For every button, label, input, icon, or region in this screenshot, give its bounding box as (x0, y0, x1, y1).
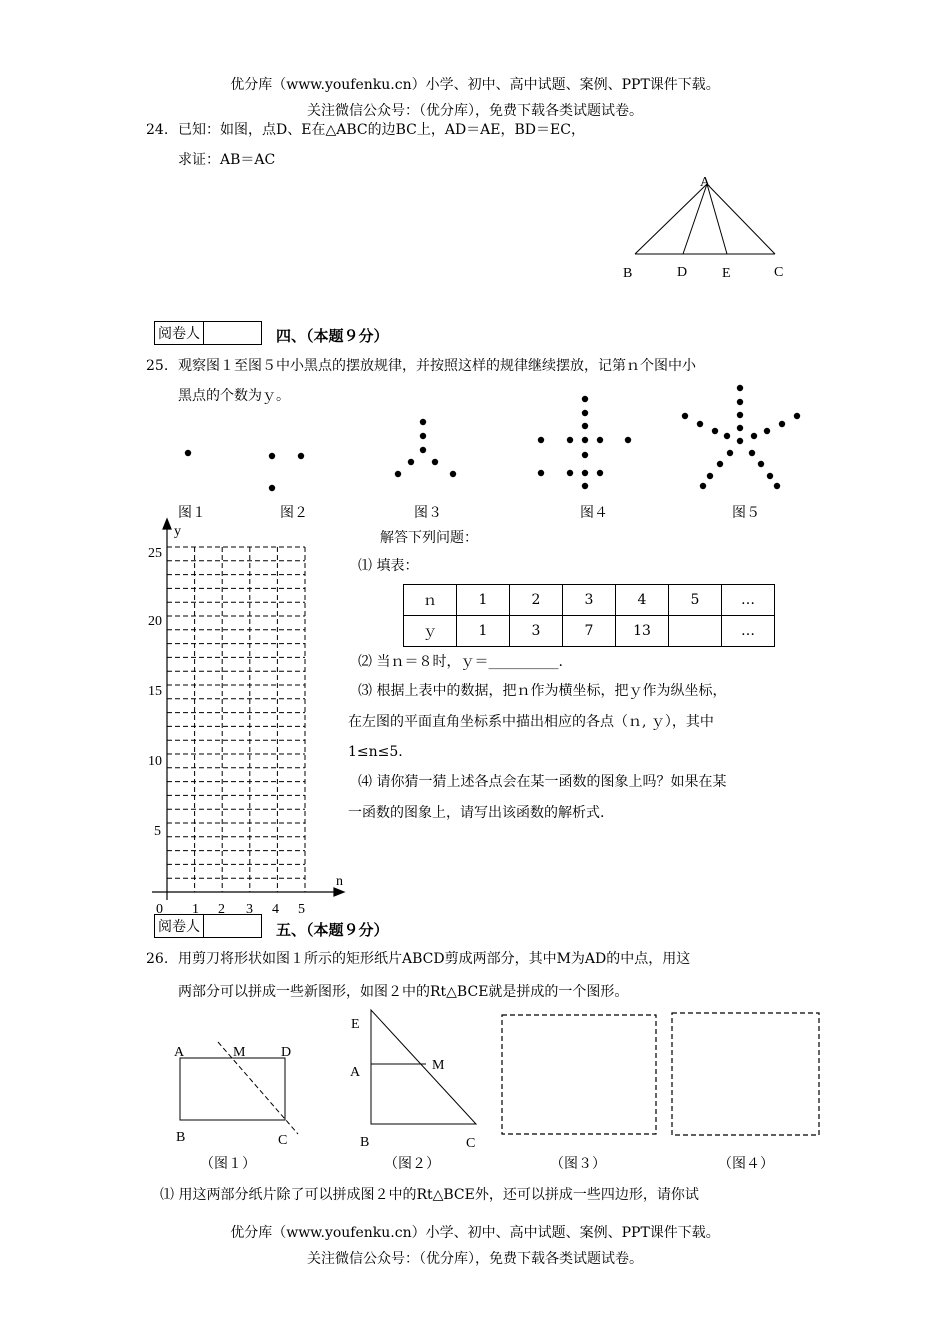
x-tick-1: 1 (192, 902, 199, 917)
cell-y-1: 1 (457, 616, 510, 647)
cell-y-4: 13 (616, 616, 669, 647)
q26-number: 26. (146, 951, 169, 967)
page-header-line1: 优分库（www.youfenku.cn）小学、初中、高中试题、案例、PPT课件下载。 (230, 77, 720, 93)
y-tick-5: 5 (154, 824, 161, 839)
cell-y-2: 3 (510, 616, 563, 647)
q26-part1: ⑴ 用这两部分纸片除了可以拼成图２中的Rt△BCE外，还可以拼成一些四边形，请你试 (160, 1187, 699, 1203)
q25-part1: ⑴ 填表： (358, 558, 419, 574)
cell-n-3: 3 (563, 585, 616, 616)
page-header-line2: 关注微信公众号：（优分库），免费下载各类试题试卷。 (307, 103, 643, 119)
page-footer-line2: 关注微信公众号：（优分库），免费下载各类试题试卷。 (307, 1251, 643, 1267)
q25-fill-table (403, 584, 775, 647)
q26-text-line2: 两部分可以拼成一些新图形，如图２中的Rt△BCE就是拼成的一个图形。 (178, 984, 629, 1000)
q25-part3-line3: 1≤n≤5. (348, 744, 403, 760)
q25-part4-line2: 一函数的图象上，请写出该函数的解析式. (348, 805, 605, 821)
fig1-label: 图１ (178, 505, 206, 521)
q24-prove: 求证：AB＝AC (178, 152, 276, 168)
q25-answer-intro: 解答下列问题： (380, 530, 478, 546)
fig1-label-a: A (174, 1045, 185, 1060)
cell-n-5: 5 (669, 585, 722, 616)
fig2-label-c: C (466, 1136, 476, 1150)
fig1-label-m: M (233, 1045, 246, 1060)
q25-number: 25. (146, 358, 169, 374)
fig5-label: 图５ (732, 505, 760, 521)
table-row-y (404, 616, 775, 647)
label-d: D (677, 265, 688, 280)
grader-box-5 (154, 914, 262, 938)
label-a: A (700, 175, 711, 190)
q26-text-line1: 用剪刀将形状如图１所示的矩形纸片ABCD剪成两部分，其中M为AD的中点，用这 (178, 951, 691, 967)
rectangle-abcd (180, 1058, 285, 1120)
page-footer-line1: 优分库（www.youfenku.cn）小学、初中、高中试题、案例、PPT课件下载。 (230, 1225, 720, 1241)
y-tick-10: 10 (148, 754, 162, 769)
fig2-label-b: B (360, 1135, 370, 1150)
q24-text: 已知：如图，点D、E在△ABC的边BC上，AD＝AE，BD＝EC， (178, 122, 585, 138)
fig2-label-m: M (432, 1058, 445, 1073)
x-axis-arrow (334, 888, 344, 896)
q26-figures (160, 1000, 830, 1150)
triangle-bce (371, 1010, 476, 1124)
y-tick-25: 25 (148, 546, 162, 561)
q24-triangle-figure (615, 170, 805, 285)
fig4-caption: （图４） (718, 1156, 774, 1172)
x-tick-4: 4 (272, 902, 279, 917)
q25-text-line1: 观察图１至图５中小黑点的摆放规律，并按照这样的规律继续摆放，记第ｎ个图中小 (178, 358, 696, 374)
fig1-caption: （图１） (200, 1156, 256, 1172)
cell-n-ellipsis: … (722, 585, 775, 616)
q25-dot-figures (160, 380, 820, 525)
section-4-title: 四、（本题９分） (276, 327, 389, 345)
q25-part2: ⑵ 当ｎ＝８时，ｙ＝__________. (358, 654, 563, 670)
x-tick-2: 2 (218, 902, 225, 917)
cell-n-1: 1 (457, 585, 510, 616)
label-c: C (774, 265, 784, 280)
cell-n-2: 2 (510, 585, 563, 616)
q25-coordinate-grid (140, 515, 355, 920)
q25-part3-line2: 在左图的平面直角坐标系中描出相应的各点（ｎ, ｙ），其中 (348, 714, 714, 730)
fig3-caption: （图３） (550, 1156, 606, 1172)
q25-text-line2: 黑点的个数为ｙ。 (178, 388, 290, 404)
fig1-label-d: D (281, 1045, 292, 1060)
q25-part3-line1: ⑶ 根据上表中的数据，把ｎ作为横坐标，把ｙ作为纵坐标， (358, 683, 727, 699)
y-axis-label: y (174, 524, 181, 539)
table-row-n (404, 585, 775, 616)
y-tick-20: 20 (148, 614, 162, 629)
cell-y-ellipsis: … (722, 616, 775, 647)
origin-label: 0 (156, 902, 163, 917)
x-tick-5: 5 (298, 902, 305, 917)
label-e: E (722, 266, 731, 281)
q25-part4-line1: ⑷ 请你猜一猜上述各点会在某一函数的图象上吗？如果在某 (358, 774, 727, 790)
label-b: B (623, 266, 633, 281)
fig3-label: 图３ (414, 505, 442, 521)
cell-y-5-blank[interactable] (669, 616, 722, 647)
grader-box-4 (154, 321, 262, 345)
fig2-label-a: A (350, 1065, 361, 1080)
fig1-label-c: C (278, 1133, 288, 1148)
fig3-blank-box (502, 1015, 656, 1134)
side-ab (635, 184, 707, 254)
grader-label: 阅卷人 (158, 326, 200, 342)
y-tick-15: 15 (148, 684, 162, 699)
fig1-label-b: B (176, 1130, 186, 1145)
fig4-blank-box (672, 1013, 819, 1135)
q24-number: 24. (146, 122, 169, 138)
y-axis-arrow (163, 519, 171, 529)
x-axis-label: n (336, 874, 343, 889)
grader-label: 阅卷人 (158, 919, 200, 935)
x-tick-3: 3 (246, 902, 253, 917)
cell-n-header: ｎ (404, 585, 457, 616)
fig2-label-e: E (351, 1017, 360, 1032)
cell-n-4: 4 (616, 585, 669, 616)
segment-ad (683, 184, 707, 254)
cell-y-header: ｙ (404, 616, 457, 647)
fig2-label: 图２ (280, 505, 308, 521)
cell-y-3: 7 (563, 616, 616, 647)
fig4-label: 图４ (580, 505, 608, 521)
fig2-caption: （图２） (384, 1156, 440, 1172)
section-5-title: 五、（本题９分） (276, 921, 389, 939)
